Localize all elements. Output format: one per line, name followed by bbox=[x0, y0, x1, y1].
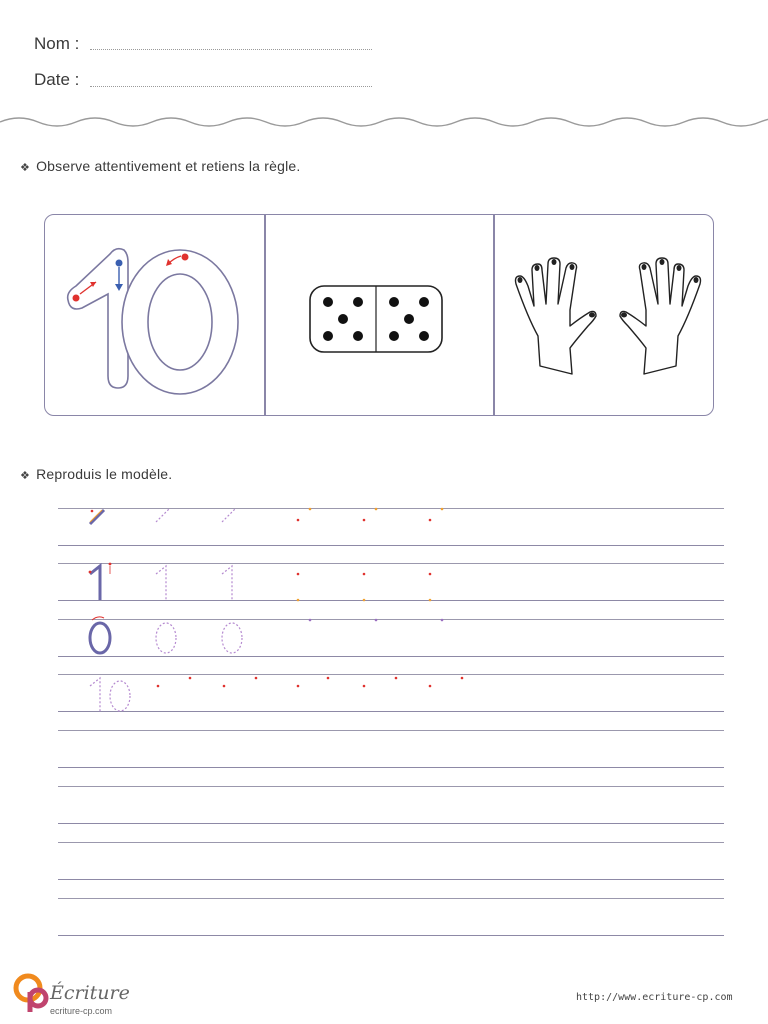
practice-row-one bbox=[80, 558, 460, 604]
two-hands-icon bbox=[510, 256, 706, 382]
writing-line bbox=[58, 842, 724, 843]
logo-name: Écriture bbox=[50, 982, 130, 1004]
start-dot-icon bbox=[116, 260, 123, 267]
start-dot-icon bbox=[73, 295, 80, 302]
ecriture-logo-icon bbox=[12, 970, 52, 1014]
panel-divider-1 bbox=[264, 215, 266, 415]
instruction-reproduce-text: Reproduis le modèle. bbox=[36, 466, 173, 482]
start-dot-icon bbox=[182, 254, 189, 261]
writing-baseline bbox=[58, 935, 724, 936]
instruction-reproduce bbox=[20, 466, 172, 482]
writing-line bbox=[58, 898, 724, 899]
practice-row-ten bbox=[80, 670, 480, 716]
logo-url: ecriture-cp.com bbox=[50, 1006, 113, 1016]
practice-row-stroke bbox=[80, 500, 460, 530]
name-field[interactable] bbox=[90, 49, 372, 50]
instruction-observe-text: Observe attentivement et retiens la règle. bbox=[36, 158, 301, 174]
writing-baseline bbox=[58, 767, 724, 768]
writing-baseline bbox=[58, 879, 724, 880]
practice-row-zero bbox=[80, 612, 460, 658]
date-field[interactable] bbox=[90, 86, 372, 87]
instruction-observe bbox=[20, 158, 300, 174]
writing-line bbox=[58, 786, 724, 787]
writing-line bbox=[58, 730, 724, 731]
name-label: Nom : bbox=[34, 34, 80, 53]
footer-site-url[interactable]: http://www.ecriture-cp.com bbox=[576, 992, 733, 1003]
bullet-icon: ❖ bbox=[20, 162, 31, 174]
writing-baseline bbox=[58, 545, 724, 546]
panel-divider-2 bbox=[493, 215, 495, 415]
domino-icon bbox=[306, 282, 446, 354]
bullet-icon: ❖ bbox=[20, 470, 31, 482]
writing-baseline bbox=[58, 823, 724, 824]
wavy-separator bbox=[0, 108, 768, 132]
date-label: Date : bbox=[34, 70, 80, 89]
number-10-outline bbox=[60, 236, 250, 396]
